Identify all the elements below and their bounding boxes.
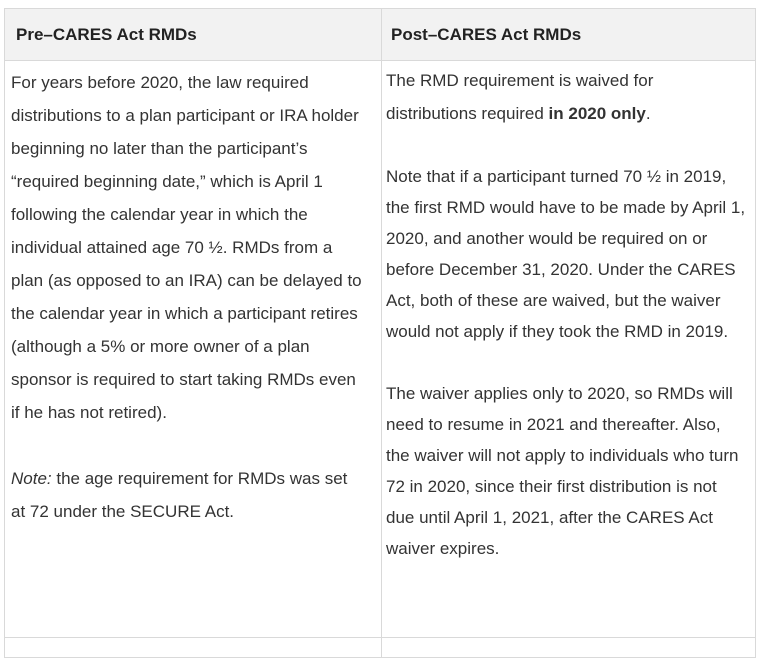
waiver-period: .: [645, 104, 651, 123]
header-post-cares: Post–CARES Act RMDs: [391, 25, 582, 44]
waiver-emphasis: in 2020 only: [548, 104, 646, 123]
post-cares-paragraph-3: The waiver applies only to 2020, so RMDs will need to resume in 2021 and thereafter. Also, the waiver will not apply to individuals who turn 72 in 2020, since their first distribution is not due until April 1, 2021, after the CARES Act waiver expires.: [386, 384, 739, 558]
header-pre-cares: Pre–CARES Act RMDs: [16, 25, 197, 44]
table-header-row: [5, 9, 755, 61]
column-divider: [381, 9, 382, 657]
pre-cares-note: [11, 462, 363, 528]
pre-cares-paragraph: For years before 2020, the law required distributions to a plan participant or IRA holder beginning no later than the participant’s “required beginning date,” which is April 1 following the calendar year in which the individual attained age 70 ½. RMDs from a plan (as opposed to an IRA) can be delayed to the calendar year in which a participant retires (although a 5% or more owner of a plan sponsor is required to start taking RMDs even if he has not retired).: [11, 73, 362, 422]
post-cares-cell: [386, 64, 746, 564]
post-cares-paragraph-1: [386, 64, 746, 130]
note-label: Note:: [11, 469, 52, 488]
pre-cares-cell: [11, 66, 363, 528]
note-text: the age requirement for RMDs was set at 72 under the SECURE Act.: [11, 469, 348, 521]
waiver-text: The RMD requirement is waived for distributions required: [386, 71, 654, 123]
next-row-border: [5, 637, 755, 638]
post-cares-paragraph-2: Note that if a participant turned 70 ½ in 2019, the first RMD would have to be made by April 1, 2020, and another would be required on or before December 31, 2020. Under the CARES Act, both of these are waived, but the waiver would not apply if they took the RMD in 2019.: [386, 167, 746, 341]
